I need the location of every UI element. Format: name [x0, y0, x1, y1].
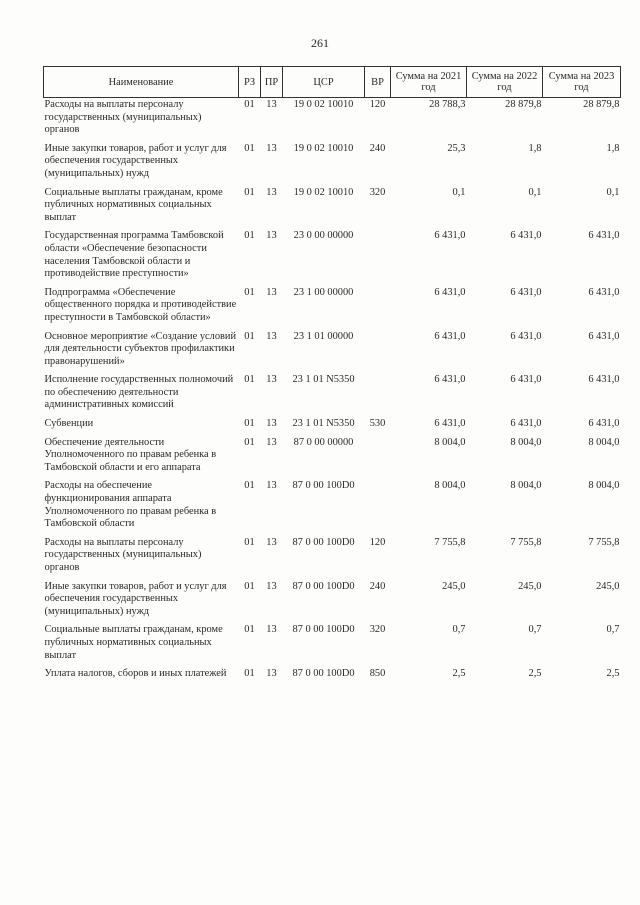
cell-rz: 01 [244, 186, 255, 198]
cell-vr: 850 [369, 668, 386, 680]
cell-csr: 23 1 00 00000 [293, 286, 354, 298]
cell-pr: 13 [266, 286, 277, 298]
cell-sum-2023: 6 431,0 [588, 286, 620, 298]
cell-name: Основное мероприятие «Создание условий для деятельности субъектов профилактики правонарушений» [44, 330, 237, 367]
cell-pr: 13 [266, 142, 277, 154]
column-header-pr: ПР [261, 67, 283, 98]
cell-pr: 13 [266, 330, 277, 342]
cell-vr [365, 436, 391, 480]
cell-rz: 01 [244, 418, 255, 430]
cell-rz: 01 [244, 580, 255, 592]
cell-pr: 13 [266, 418, 277, 430]
cell-pr: 13 [266, 536, 277, 548]
cell-sum-2021: 6 431,0 [434, 330, 466, 342]
cell-sum-2022: 2,5 [528, 668, 542, 680]
cell-sum-2023: 0,7 [606, 624, 620, 636]
column-header-csr: ЦСР [283, 67, 365, 98]
cell-sum-2023: 245,0 [596, 580, 620, 592]
cell-sum-2023: 8 004,0 [588, 436, 620, 448]
cell-sum-2021: 6 431,0 [434, 286, 466, 298]
cell-rz: 01 [244, 142, 255, 154]
cell-sum-2023: 6 431,0 [588, 330, 620, 342]
cell-vr [365, 229, 391, 285]
cell-pr: 13 [266, 580, 277, 592]
cell-rz: 01 [244, 286, 255, 298]
cell-rz: 01 [244, 99, 255, 110]
cell-name: Расходы на выплаты персоналу государственных (муниципальных) органов [44, 99, 202, 136]
table-row [44, 580, 621, 624]
cell-pr: 13 [266, 186, 277, 198]
cell-sum-2022: 6 431,0 [510, 374, 542, 386]
cell-name: Исполнение государственных полномочий по обеспечению деятельности административных комиссий [44, 374, 234, 411]
cell-vr: 240 [369, 142, 386, 154]
table-row [44, 142, 621, 186]
cell-rz: 01 [244, 330, 255, 342]
cell-csr: 19 0 02 10010 [293, 142, 354, 154]
cell-sum-2023: 6 431,0 [588, 418, 620, 430]
cell-name: Иные закупки товаров, работ и услуг для обеспечения государственных (муниципальных) нужд [44, 580, 227, 617]
cell-csr: 87 0 00 100D0 [292, 480, 355, 492]
cell-sum-2022: 7 755,8 [510, 536, 542, 548]
cell-vr [365, 479, 391, 535]
cell-name: Расходы на выплаты персоналу государственных (муниципальных) органов [44, 536, 202, 573]
cell-sum-2021: 7 755,8 [434, 536, 466, 548]
table-row [44, 667, 621, 686]
cell-sum-2023: 7 755,8 [588, 536, 620, 548]
cell-sum-2021: 245,0 [442, 580, 466, 592]
cell-vr: 320 [369, 624, 386, 636]
table-row [44, 286, 621, 330]
cell-sum-2022: 0,7 [528, 624, 542, 636]
cell-csr: 23 1 01 N5350 [292, 418, 355, 430]
cell-vr [365, 373, 391, 417]
cell-name: Подпрограмма «Обеспечение общественного порядка и противодействие преступности в Тамбовской области» [44, 286, 237, 323]
cell-sum-2021: 0,1 [452, 186, 466, 198]
cell-csr: 19 0 02 10010 [293, 186, 354, 198]
cell-rz: 01 [244, 480, 255, 492]
cell-csr: 23 1 01 00000 [293, 330, 354, 342]
cell-sum-2023: 28 879,8 [583, 99, 620, 110]
cell-sum-2022: 6 431,0 [510, 330, 542, 342]
cell-pr: 13 [266, 624, 277, 636]
cell-vr: 530 [369, 418, 386, 430]
cell-vr: 120 [369, 536, 386, 548]
cell-pr: 13 [266, 480, 277, 492]
column-header-rz: РЗ [239, 67, 261, 98]
table-row [44, 536, 621, 580]
table-row [44, 330, 621, 374]
table-row [44, 479, 621, 535]
column-header-sum-2023: Сумма на 2023 год [543, 67, 621, 98]
cell-sum-2023: 0,1 [606, 186, 620, 198]
cell-name: Расходы на обеспечение функционирования аппарата Уполномоченного по правам ребенка в Тамбовской области [44, 480, 217, 530]
cell-pr: 13 [266, 230, 277, 242]
cell-sum-2021: 25,3 [447, 142, 466, 154]
cell-rz: 01 [244, 230, 255, 242]
cell-vr: 120 [369, 99, 386, 110]
cell-csr: 87 0 00 00000 [293, 436, 354, 448]
cell-csr: 87 0 00 100D0 [292, 580, 355, 592]
cell-vr [365, 330, 391, 374]
page-number: 261 [311, 36, 329, 50]
cell-pr: 13 [266, 374, 277, 386]
cell-sum-2023: 1,8 [606, 142, 620, 154]
cell-vr: 240 [369, 580, 386, 592]
table-row [44, 186, 621, 230]
table-row [44, 229, 621, 285]
cell-sum-2022: 6 431,0 [510, 230, 542, 242]
cell-sum-2021: 28 788,3 [429, 99, 466, 110]
cell-csr: 87 0 00 100D0 [292, 668, 355, 680]
column-header-vr: ВР [365, 67, 391, 98]
cell-rz: 01 [244, 668, 255, 680]
cell-rz: 01 [244, 436, 255, 448]
cell-pr: 13 [266, 436, 277, 448]
cell-sum-2022: 6 431,0 [510, 286, 542, 298]
table-header [44, 67, 621, 98]
cell-sum-2022: 28 879,8 [505, 99, 542, 110]
column-header-sum-2022: Сумма на 2022 год [467, 67, 543, 98]
cell-pr: 13 [266, 668, 277, 680]
cell-vr [365, 286, 391, 330]
cell-sum-2023: 6 431,0 [588, 374, 620, 386]
table-row [44, 98, 621, 142]
budget-table [43, 66, 621, 686]
cell-sum-2021: 8 004,0 [434, 436, 466, 448]
cell-sum-2021: 2,5 [452, 668, 466, 680]
cell-sum-2023: 2,5 [606, 668, 620, 680]
cell-sum-2023: 8 004,0 [588, 480, 620, 492]
column-header-name: Наименование [44, 67, 239, 98]
table-row [44, 417, 621, 436]
cell-rz: 01 [244, 536, 255, 548]
cell-csr: 87 0 00 100D0 [292, 536, 355, 548]
cell-csr: 87 0 00 100D0 [292, 624, 355, 636]
table-body [44, 98, 621, 686]
cell-sum-2022: 0,1 [528, 186, 542, 198]
cell-name: Социальные выплаты гражданам, кроме публичных нормативных социальных выплат [44, 624, 223, 661]
cell-sum-2021: 6 431,0 [434, 418, 466, 430]
table-row [44, 623, 621, 667]
cell-csr: 19 0 02 10010 [293, 99, 354, 110]
cell-csr: 23 0 00 00000 [293, 230, 354, 242]
cell-vr: 320 [369, 186, 386, 198]
cell-name: Государственная программа Тамбовской области «Обеспечение безопасности населения Тамбовской области и противодействие преступности» [44, 230, 224, 280]
cell-name: Обеспечение деятельности Уполномоченного по правам ребенка в Тамбовской области и его аппарата [44, 436, 217, 473]
column-header-sum-2021: Сумма на 2021 год [391, 67, 467, 98]
table-row [44, 436, 621, 480]
cell-csr: 23 1 01 N5350 [292, 374, 355, 386]
table-row [44, 373, 621, 417]
cell-name: Субвенции [44, 418, 94, 430]
cell-sum-2021: 8 004,0 [434, 480, 466, 492]
cell-name: Социальные выплаты гражданам, кроме публичных нормативных социальных выплат [44, 186, 223, 223]
cell-pr: 13 [266, 99, 277, 110]
cell-rz: 01 [244, 624, 255, 636]
cell-name: Уплата налогов, сборов и иных платежей [44, 668, 227, 680]
cell-sum-2022: 8 004,0 [510, 436, 542, 448]
cell-sum-2022: 1,8 [528, 142, 542, 154]
cell-sum-2022: 245,0 [518, 580, 542, 592]
cell-name: Иные закупки товаров, работ и услуг для обеспечения государственных (муниципальных) нужд [44, 142, 227, 179]
cell-sum-2023: 6 431,0 [588, 230, 620, 242]
cell-sum-2022: 8 004,0 [510, 480, 542, 492]
cell-sum-2021: 6 431,0 [434, 230, 466, 242]
cell-rz: 01 [244, 374, 255, 386]
cell-sum-2021: 0,7 [452, 624, 466, 636]
cell-sum-2022: 6 431,0 [510, 418, 542, 430]
cell-sum-2021: 6 431,0 [434, 374, 466, 386]
